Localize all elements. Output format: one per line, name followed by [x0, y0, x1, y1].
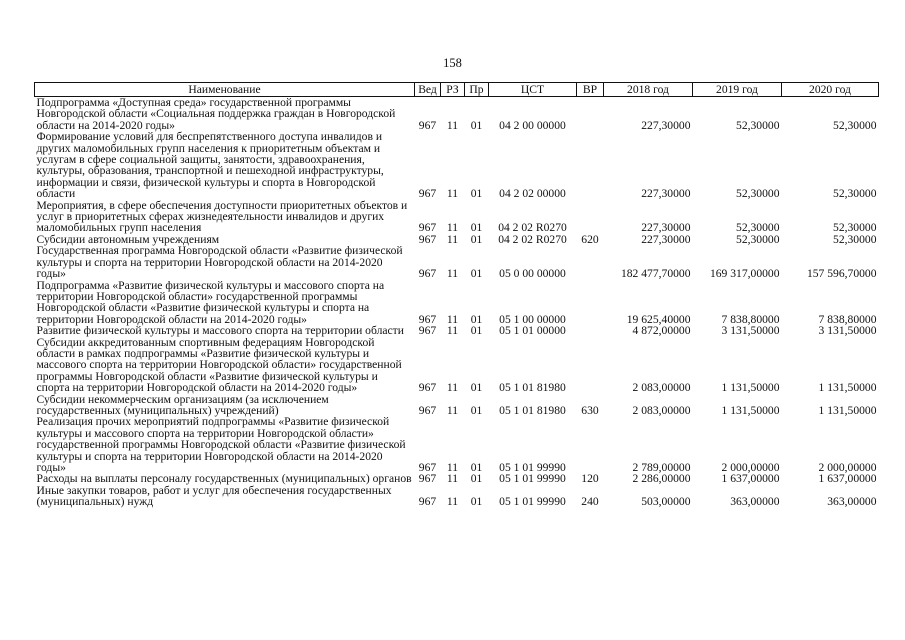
budget-table: [34, 82, 879, 508]
row-rz: 11: [446, 324, 459, 338]
row-pr: 01: [470, 461, 483, 474]
table-row: [35, 394, 879, 417]
row-name: Субсидии автономным учреждениям: [36, 232, 220, 246]
row-2019: 52,30000: [736, 232, 780, 246]
row-vr: [577, 337, 604, 394]
row-2018: 227,30000: [641, 187, 691, 201]
row-pr: 01: [470, 232, 483, 246]
row-2018: 227,30000: [641, 118, 691, 132]
row-name: Субсидии некоммерческим организациям (за исключением государственных (муниципальных) учреждений): [36, 392, 329, 417]
table-row: [35, 131, 879, 199]
row-rz: 11: [446, 381, 459, 395]
row-2019: 1 637,00000: [721, 472, 780, 486]
row-2019: 363,00000: [730, 495, 780, 509]
row-name: Подпрограмма «Доступная среда» государственной программы Новгородской области «Социальная поддержка граждан в Новгородской области на 2014-2020 годы»: [36, 96, 396, 132]
row-pr: 01: [470, 324, 483, 338]
row-2019: 52,30000: [736, 187, 780, 201]
row-2018: 2 286,00000: [632, 472, 691, 486]
row-rz: 11: [446, 118, 459, 132]
header-name: Наименование: [35, 83, 415, 97]
row-ved: 967: [418, 324, 437, 338]
row-ved: 967: [418, 461, 437, 474]
row-vr: 630: [581, 403, 599, 417]
row-2019: 52,30000: [736, 118, 780, 132]
row-2020: 2 000,00000: [818, 461, 877, 474]
row-ved: 967: [418, 381, 437, 395]
row-rz: 11: [446, 495, 459, 509]
row-name: Государственная программа Новгородской области «Развитие физической культуры и спорта на территории Новгородской области на 2014-2020 годы»: [36, 244, 403, 281]
row-2020: 363,00000: [827, 495, 877, 509]
row-2019: 52,30000: [736, 221, 780, 235]
row-ved: 967: [418, 495, 437, 509]
row-cst: 05 1 00 00000: [499, 312, 566, 326]
page-number: 158: [443, 56, 462, 70]
row-vr: [577, 280, 604, 326]
row-cst: 04 2 00 00000: [499, 118, 566, 132]
row-2020: 52,30000: [833, 187, 877, 201]
row-2018: 2 083,00000: [632, 403, 691, 417]
row-2018: 2 083,00000: [632, 381, 691, 395]
row-2020: 7 838,80000: [818, 312, 877, 326]
row-2018: 182 477,70000: [620, 267, 691, 281]
row-rz: 11: [446, 461, 459, 474]
row-rz: 11: [446, 221, 459, 235]
row-cst: 04 2 02 R0270: [498, 232, 567, 246]
header-ved: Вед: [415, 83, 441, 97]
row-rz: 11: [446, 267, 459, 281]
row-cst: 04 2 02 00000: [499, 187, 566, 201]
row-2018: 227,30000: [641, 221, 691, 235]
row-vr: [577, 245, 604, 279]
row-2018: 4 872,00000: [632, 324, 691, 338]
row-cst: 04 2 02 R0270: [498, 221, 567, 235]
row-2020: 157 596,70000: [806, 267, 877, 281]
row-vr: 120: [581, 472, 599, 486]
row-ved: 967: [418, 187, 437, 201]
table-row: [35, 337, 879, 394]
row-2018: 227,30000: [641, 232, 691, 246]
row-2019: 169 317,00000: [709, 267, 780, 281]
row-cst: 05 1 01 81980: [499, 403, 566, 417]
row-rz: 11: [446, 472, 459, 486]
row-2020: 3 131,50000: [818, 324, 877, 338]
row-pr: 01: [470, 403, 483, 417]
row-2019: 1 131,50000: [721, 381, 780, 395]
row-vr: 240: [581, 495, 599, 509]
row-pr: 01: [470, 472, 483, 486]
row-ved: 967: [418, 221, 437, 235]
row-rz: 11: [446, 187, 459, 201]
row-vr: [577, 97, 604, 132]
row-ved: 967: [418, 312, 437, 326]
row-2020: 1 131,50000: [818, 403, 877, 417]
row-ved: 967: [418, 403, 437, 417]
row-2018: 19 625,40000: [626, 312, 691, 326]
row-2019: 3 131,50000: [721, 324, 780, 338]
row-2020: 52,30000: [833, 221, 877, 235]
row-2020: 1 637,00000: [818, 472, 877, 486]
row-rz: 11: [446, 403, 459, 417]
header-2019: 2019 год: [693, 83, 782, 97]
row-2018: 503,00000: [641, 495, 691, 509]
row-name: Реализация прочих мероприятий подпрограммы «Развитие физической культуры и массового спорта на территории Новгородской области» государственной программы Новгородской области «Развитие физической культуры и спорта на территории Новгородской области на 2014-2020 годы»: [36, 415, 406, 474]
header-pr: Пр: [465, 83, 489, 97]
row-pr: 01: [470, 267, 483, 281]
row-pr: 01: [470, 118, 483, 132]
row-2020: 52,30000: [833, 118, 877, 132]
header-2020: 2020 год: [782, 83, 879, 97]
row-name: Расходы на выплаты персоналу государственных (муниципальных) органов: [36, 472, 412, 486]
row-2019: 2 000,00000: [721, 461, 780, 474]
row-cst: 05 1 01 81980: [499, 381, 566, 395]
table-row: [35, 245, 879, 279]
header-vr: ВР: [577, 83, 604, 97]
row-name: Формирование условий для беспрепятственного доступа инвалидов и других маломобильных групп населения к приоритетным объектам и услугам в сфере социальной защиты, занятости, здравоохранения, культуры, образования, транспортной и пешеходной инфраструктуры, информации и связи, физической культуры и спорта в Новгородской области: [36, 130, 384, 201]
row-pr: 01: [470, 187, 483, 201]
row-2019: 1 131,50000: [721, 403, 780, 417]
header-2018: 2018 год: [604, 83, 693, 97]
table-header-row: [35, 83, 879, 97]
row-vr: 620: [581, 232, 599, 246]
header-rz: РЗ: [441, 83, 465, 97]
row-2019: 7 838,80000: [721, 312, 780, 326]
row-pr: 01: [470, 221, 483, 235]
row-cst: 05 1 01 99990: [499, 495, 566, 509]
table-row: [35, 280, 879, 326]
table-row: [35, 200, 879, 234]
row-pr: 01: [470, 495, 483, 509]
row-pr: 01: [470, 312, 483, 326]
row-pr: 01: [470, 381, 483, 395]
row-cst: 05 0 00 00000: [499, 267, 566, 281]
row-vr: [577, 200, 604, 234]
row-vr: [577, 416, 604, 473]
table-row: [35, 485, 879, 508]
row-ved: 967: [418, 472, 437, 486]
table-row: [35, 97, 879, 132]
row-cst: 05 1 01 99990: [499, 461, 566, 474]
header-cst: ЦСТ: [489, 83, 577, 97]
row-ved: 967: [418, 232, 437, 246]
row-ved: 967: [418, 267, 437, 281]
row-ved: 967: [418, 118, 437, 132]
row-rz: 11: [446, 312, 459, 326]
row-rz: 11: [446, 232, 459, 246]
row-2020: 1 131,50000: [818, 381, 877, 395]
row-vr: [577, 131, 604, 199]
row-name: Иные закупки товаров, работ и услуг для обеспечения государственных (муниципальных) нужд: [36, 483, 392, 509]
row-name: Подпрограмма «Развитие физической культуры и массового спорта на территории Новгородской области» государственной программы Новгородской области «Развитие физической культуры и спорта на территории Новгородской области на 2014-2020 годы»: [36, 278, 385, 326]
row-name: Развитие физической культуры и массового спорта на территории области: [36, 324, 404, 338]
row-cst: 05 1 01 00000: [499, 324, 566, 338]
row-name: Мероприятия, в сфере обеспечения доступности приоритетных объектов и услуг в приоритетных сферах жизнедеятельности инвалидов и других маломобильных групп населения: [36, 198, 408, 235]
row-2018: 2 789,00000: [632, 461, 691, 474]
table-row: [35, 416, 879, 473]
row-cst: 05 1 01 99990: [499, 472, 566, 486]
row-vr: [577, 325, 604, 336]
row-name: Субсидии аккредитованным спортивным федерациям Новгородской области в рамках подпрограммы «Развитие физической культуры и массового спорта на территории Новгородской области» государственной программы Новгородской области «Развитие физической культуры и спорта на территории Новгородской области на 2014-2020 годы»: [36, 335, 402, 395]
row-2020: 52,30000: [833, 232, 877, 246]
table-row: [35, 325, 879, 336]
